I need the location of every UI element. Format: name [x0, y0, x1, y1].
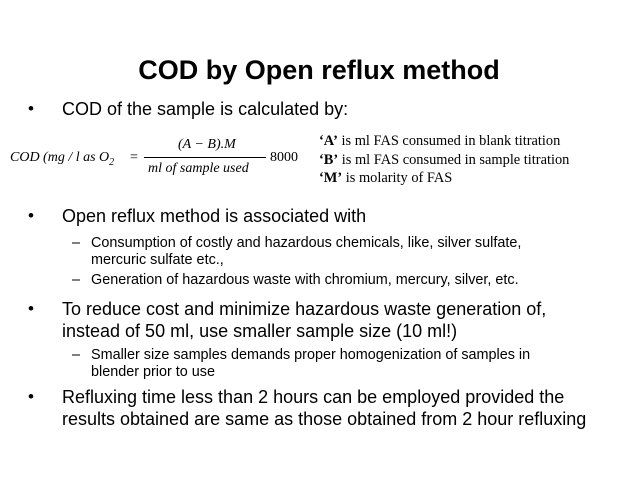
subbullet-line: blender prior to use: [91, 364, 215, 380]
bullet-text: Open reflux method is associated with: [62, 206, 367, 226]
bullet-dot: •: [28, 387, 34, 406]
formula-lhs: COD (mg / l as $O_2$: [10, 150, 115, 168]
bullet-text-line: instead of 50 ml, use smaller sample size (10 ml!): [62, 321, 458, 341]
bullet-text-line: To reduce cost and minimize hazardous waste generation of,: [62, 299, 547, 319]
dash-marker: –: [72, 272, 81, 288]
bullet-text-line: results obtained are same as those obtained from 2 hour refluxing: [62, 409, 587, 429]
formula-denominator: ml of sample used: [148, 161, 249, 176]
subbullet-line: Consumption of costly and hazardous chemicals, like, silver sulfate,: [91, 235, 522, 251]
definition-b: ‘B’ is ml FAS consumed in sample titration: [319, 151, 570, 168]
slide-title: COD by Open reflux method: [138, 55, 500, 85]
bullet-dot: •: [28, 206, 34, 225]
formula-equals: =: [130, 150, 138, 165]
definition-a: ‘A’ is ml FAS consumed in blank titration: [319, 133, 561, 149]
definition-m: ‘M’ is molarity of FAS: [319, 170, 453, 186]
bullet-text: COD of the sample is calculated by:: [62, 99, 349, 119]
formula-numerator: (A − B).M: [178, 137, 236, 152]
formula-multiplier: 8000: [270, 150, 298, 165]
subbullet-line: Generation of hazardous waste with chromium, mercury, silver, etc.: [91, 272, 519, 288]
bullet-dot: •: [28, 99, 34, 118]
formula-subscript: 2: [109, 156, 115, 168]
fraction-bar: [144, 157, 266, 158]
subbullet-line: Smaller size samples demands proper homogenization of samples in: [91, 347, 531, 363]
bullet-dot: •: [28, 299, 34, 318]
dash-marker: –: [72, 347, 81, 363]
variable-definitions: [319, 132, 569, 188]
dash-marker: –: [72, 235, 81, 251]
bullet-text-line: Refluxing time less than 2 hours can be employed provided the: [62, 387, 565, 407]
subbullet-line: mercuric sulfate etc.,: [91, 252, 224, 268]
